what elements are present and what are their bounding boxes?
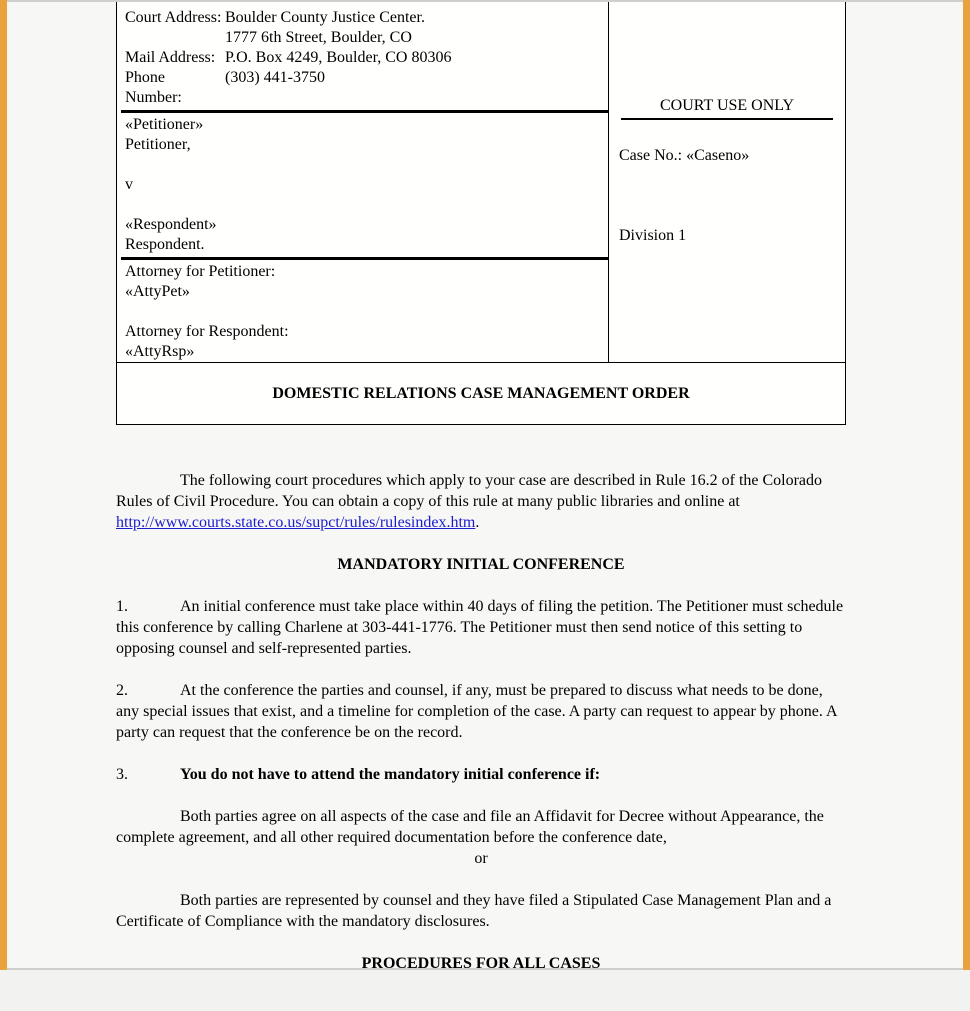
option-b-paragraph: Both parties are represented by counsel and they have filed a Stipulated Case Management Plan and a Certificate of Compliance with the mandatory disclosures. xyxy=(116,892,832,930)
mail-address-value: P.O. Box 4249, Boulder, CO 80306 xyxy=(225,49,452,66)
spacer xyxy=(125,195,600,215)
option-a-paragraph: Both parties agree on all aspects of the case and file an Affidavit for Decree without Appearance, the complete agreement, and all other required documentation before the conference date, xyxy=(116,808,824,846)
court-address-value xyxy=(225,8,425,48)
phone-number-label: Phone Number: xyxy=(125,69,182,106)
frame-accent-left xyxy=(0,0,7,970)
case-number-field: Case No.: «Caseno» xyxy=(619,147,750,164)
court-address-line2: 1777 6th Street, Boulder, CO xyxy=(225,29,412,46)
heading-procedures-for-all-cases: PROCEDURES FOR ALL CASES xyxy=(361,955,601,972)
intro-text-before-link: The following court procedures which apply to your case are described in Rule 16.2 of the Colorado Rules of Civil Procedure. You can obtain a copy of this rule at many public libraries and online at xyxy=(116,472,823,510)
phone-number-row xyxy=(125,68,600,108)
item-2-text: At the conference the parties and counsel, if any, must be prepared to discuss what needs to be done, any special issues that exist, and a timeline for completion of the case. A party can request to appear by phone. A party can request that the conference be on the record. xyxy=(116,682,837,741)
court-address-row xyxy=(125,8,600,48)
item-1-number: 1. xyxy=(116,598,128,615)
item-3-text: You do not have to attend the mandatory initial conference if: xyxy=(180,766,601,783)
caption-divider-top xyxy=(121,110,608,113)
document-body xyxy=(116,425,846,1011)
caption-left-column xyxy=(117,2,609,362)
attorney-petitioner-label: Attorney for Petitioner: xyxy=(125,263,276,280)
intro-text-after-link: . xyxy=(475,514,480,531)
list-item-3 xyxy=(116,764,846,785)
list-item-2 xyxy=(116,680,846,743)
caption-divider-bottom xyxy=(121,257,608,260)
phone-number-value: (303) 441-3750 xyxy=(225,69,325,86)
list-item-1 xyxy=(116,596,846,659)
petitioner-merge-field: «Petitioner» xyxy=(125,116,204,133)
spacer xyxy=(125,155,600,175)
mail-address-label: Mail Address: xyxy=(125,49,216,66)
respondent-caption: Respondent. xyxy=(125,236,205,253)
intro-paragraph xyxy=(116,470,846,533)
caption-right-column xyxy=(609,2,845,362)
or-separator: or xyxy=(474,850,488,867)
document-title: DOMESTIC RELATIONS CASE MANAGEMENT ORDER xyxy=(116,362,846,425)
item-1-text: An initial conference must take place within 40 days of filing the petition. The Petitioner must schedule this conference by calling Charlene at 303-441-1776. The Petitioner must then send notice of this setting to opposing counsel and self-represented parties. xyxy=(116,598,844,657)
court-use-only-header: COURT USE ONLY xyxy=(621,96,833,120)
attorney-respondent-label: Attorney for Respondent: xyxy=(125,323,289,340)
versus-label: v xyxy=(125,176,133,193)
document-page xyxy=(7,0,963,970)
attorney-respondent-merge-field: «AttyRsp» xyxy=(125,343,195,360)
court-address-line1: Boulder County Justice Center. xyxy=(225,9,425,26)
caption-table xyxy=(116,2,846,362)
document-content xyxy=(116,2,846,1011)
court-address-label: Court Address: xyxy=(125,9,222,26)
attorney-petitioner-merge-field: «AttyPet» xyxy=(125,283,190,300)
respondent-merge-field: «Respondent» xyxy=(125,216,217,233)
division-field: Division 1 xyxy=(619,227,687,244)
item-2-number: 2. xyxy=(116,682,128,699)
mail-address-row xyxy=(125,48,600,68)
frame-accent-right xyxy=(963,0,970,970)
heading-mandatory-initial-conference: MANDATORY INITIAL CONFERENCE xyxy=(337,556,625,573)
spacer xyxy=(125,302,600,322)
rules-index-link[interactable]: http://www.courts.state.co.us/supct/rules/rulesindex.htm xyxy=(116,514,476,531)
petitioner-caption: Petitioner, xyxy=(125,136,191,153)
item-3-number: 3. xyxy=(116,766,128,783)
